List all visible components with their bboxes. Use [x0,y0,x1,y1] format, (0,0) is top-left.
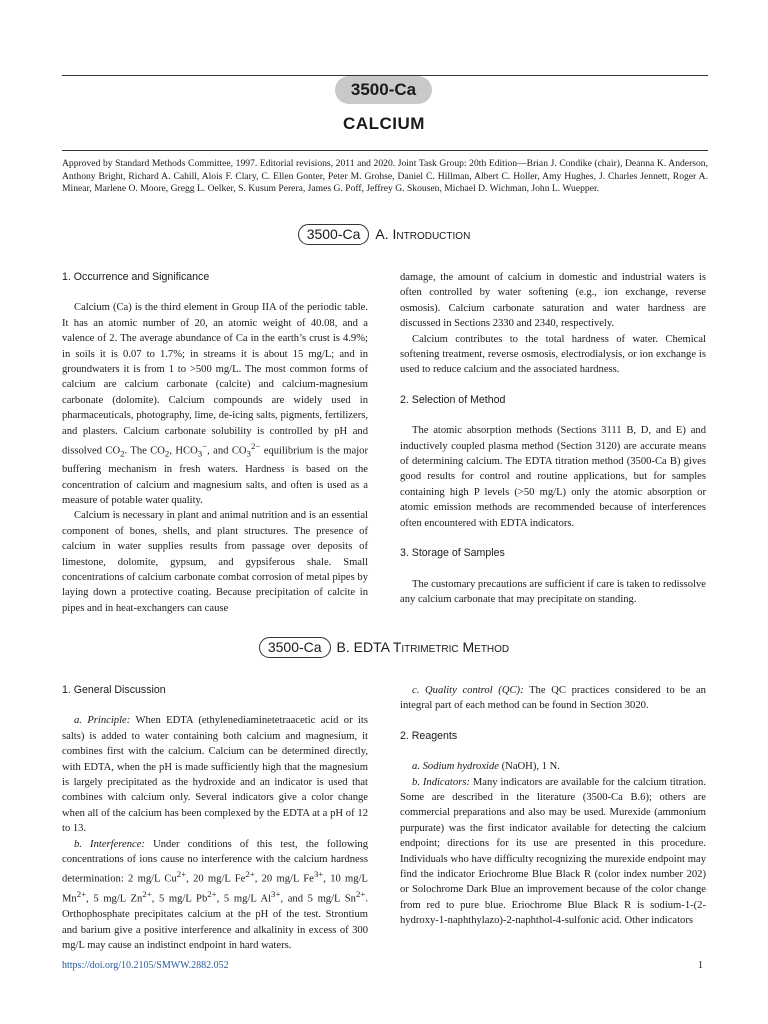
paragraph-interference: b. Interference: Under conditions of this test, the following concentrations of ions cause no interference with the calcium hardness determination: 2 mg/L $Cu^{2+}$, 20 mg/L $Fe^{2+}$, 20 mg/L $Fe^{3+}$, 10 mg/L $Mn^{2+}$, 5 mg/L $Zn^{2+}$, 5 mg/L $Pb^{2+}$, 5 mg/L $Al^{3+}$, and 5 mg/L $Sn^{2+}$. Orthophosphate precipitates calcium at the pH of the test. Strontium and barium give a positive interference and alkalinity in excess of 300 mg/L may cause an indistinct endpoint in hard waters. [62,838,369,952]
paragraph-quality-control: c. Quality control (QC): The QC practices considered to be an integral part of each method can be found in Section 3020. [400,685,706,712]
paragraph-principle: a. Principle: When EDTA (ethylenediaminetetraacetic acid or its salts) is added to water containing both calcium and magnesium, it combines first with the calcium. Calcium can be determined directly, with EDTA, when the pH is made sufficiently high that the magnesium is largely precipitated as the hydroxide and an indicator is used that combines with calcium only. Several indicators give a color change when all of the calcium has been complexed by the EDTA at a pH of 12 to 13. [62,715,368,835]
paragraph-indicators: b. Indicators: Many indicators are available for the calcium titration. Some are described in the literature (3500-Ca B.6); others are commercial preparations and also may be used. Murexide (ammonium purpurate) was the first indicator available for detecting the calcium endpoint; directions for its use are presented in this procedure. Individuals who have difficulty recognizing the murexide endpoint may find the indicator Eriochrome Blue Black R (color index number 202) or Solochrome Dark Blue an improvement because of the color change from red to pure blue. Eriochrome Blue Black R is sodium-1-(2-hydroxy-1-naphthylazo)-2-naphthol-4-sulfonic acid. Other indicators [400,776,707,927]
section-a-left-column [62,270,368,616]
subheading-reagents: 2. Reagents [400,729,458,742]
subheading-occurrence: 1. Occurrence and Significance [62,271,210,283]
section-b-letter: B. [336,639,350,655]
section-b-badge: 3500-Ca [259,637,331,658]
subheading-storage: 3. Storage of Samples [400,547,505,560]
section-a-letter: A. [375,226,389,242]
subheading-selection: 2. Selection of Method [400,393,506,406]
paragraph-occurrence-2: Calcium is necessary in plant and animal nutrition and is an essential component of bones, shells, and plant structures. The presence of calcium in water supplies results from passage over deposits of limestone, dolomite, gypsum, and gypsiferous shale. Small concentrations of calcium carbonate combat corrosion of metal pipes by laying down a protective coating. Because precipitation of calcite in pipes and in heat-exchangers can cause [62,510,368,614]
paragraph-occurrence-3: damage, the amount of calcium in domestic and industrial waters is often controlled by water softening (e.g., ion exchange, reverse osmosis). Calcium carbonate saturation and water hardness are discussed in Sections 2330 and 2340, respectively. [400,272,706,330]
section-b-left-column [62,683,368,954]
section-b-right-column [400,683,706,929]
section-b-title: EDTA Titrimetric Method [353,639,510,655]
section-a-heading [0,224,768,245]
page-number: 1 [698,960,703,971]
page-title: CALCIUM [343,114,425,133]
section-a-title: Introduction [392,226,471,242]
method-badge: 3500-Ca [335,76,432,104]
paragraph-sodium-hydroxide: a. Sodium hydroxide (NaOH), 1 N. [412,761,560,773]
paragraph-occurrence-4: Calcium contributes to the total hardness of water. Chemical softening treatment, reverse osmosis, electrodialysis, or ion exchange is used to reduce calcium and the associated hardness. [400,333,706,376]
section-a-badge: 3500-Ca [298,224,370,245]
section-a-right-column [400,270,706,607]
paragraph-occurrence-1: Calcium (Ca) is the third element in Group IIA of the periodic table. It has an atomic number of 20, an atomic weight of 40.08, and a valence of 2. The average abundance of Ca in the earth’s crust is 4.9%; in soils it is 0.07 to 1.7%; in streams it is about 15 mg/L; and in groundwaters it is from 1 to >500 mg/L. The most common forms of calcium are calcium carbonate (calcite) and calcium-magnesium carbonate (dolomite). Calcium compounds are widely used in pharmaceuticals, photography, lime, de-icing salts, pigments, fertilizers, and plasters. Calcium carbonate solubility is controlled by pH and dissolved $CO_2$. The $CO_2$, $HCO_3^-$, and $CO_3^{2-}$ equilibrium is the major buffering mechanism in fresh waters. Hardness is based on the concentration of calcium and magnesium salts, and often is used as a measure of potable water quality. [62,302,368,506]
title-rule [62,150,708,151]
doi-link[interactable]: https://doi.org/10.2105/SMWW.2882.052 [62,960,229,971]
paragraph-selection: The atomic absorption methods (Sections 3111 B, D, and E) and inductively coupled plasma method (Section 3120) are accurate means of determining calcium. The EDTA titration method (3500-Ca B) gives good results for control and routine applications, but for samples containing high P levels (>50 mg/L) only the atomic absorption or atomic emission methods are recommended because of interferences often encountered with EDTA indicators. [400,425,706,529]
paragraph-storage: The customary precautions are sufficient if care is taken to redissolve any calcium carbonate that may precipitate on standing. [400,578,706,605]
section-b-heading [0,637,768,658]
approval-note: Approved by Standard Methods Committee, 1997. Editorial revisions, 2011 and 2020. Joint Task Group: 20th Edition—Brian J. Condike (chair), Deanna K. Anderson, Anthony Bright, Richard A. Cahill, Alois F. Clary, C. Ellen Gonter, Peter M. Grohse, Daniel C. Hillman, Albert C. Holler, Amy Hughes, J. Charles Jennett, Roger A. Minear, Marlene O. Moore, Gregg L. Oelker, S. Kusum Perera, James G. Poff, Jeffrey G. Skousen, Michael D. Wichman, John L. Wuepper. [62,158,708,194]
subheading-general-discussion: 1. General Discussion [62,684,166,696]
